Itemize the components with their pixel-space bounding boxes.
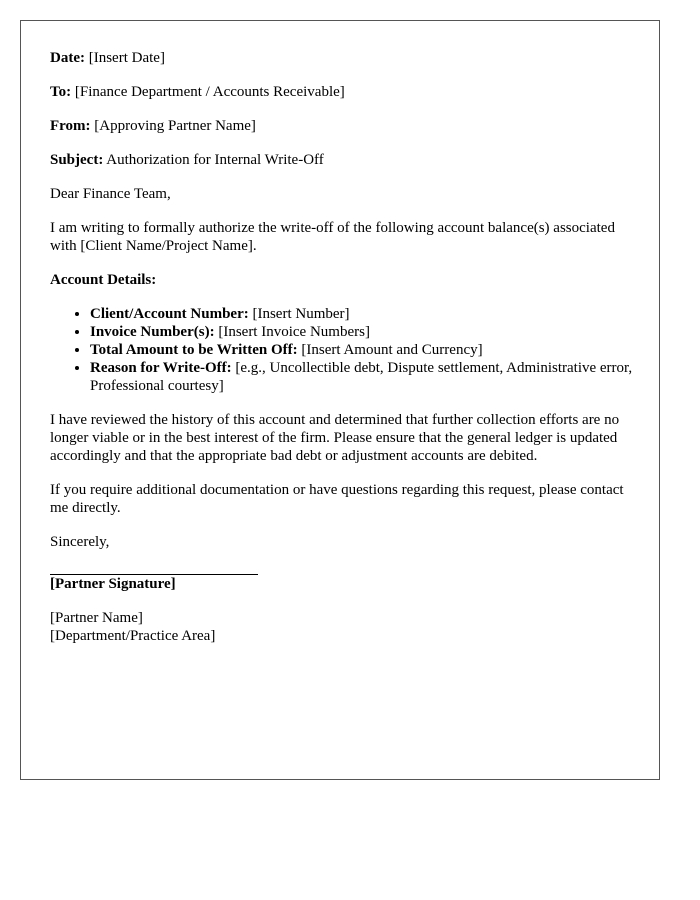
list-item [90,359,640,395]
list-item [90,341,640,359]
signer-block [50,609,640,645]
date-line [50,49,640,67]
account-details-list [50,305,640,395]
letter-body [50,49,640,645]
from-label: From: [50,118,91,134]
date-value: [Insert Date] [84,50,165,66]
detail-value: [e.g., Uncollectible debt, Dispute settlement, Administrative error, Professional courtesy] [90,360,633,394]
subject-label: Subject: [50,152,104,168]
signer-name: [Partner Name] [50,610,143,626]
list-item [90,323,640,341]
closing: Sincerely, [50,534,110,550]
letter-page [20,20,660,780]
detail-label: Total Amount to be Written Off: [90,342,298,358]
subject-value: Authorization for Internal Write-Off [103,152,324,168]
detail-label: Client/Account Number: [90,306,249,322]
detail-label: Invoice Number(s): [90,324,215,340]
date-label: Date: [50,50,85,66]
salutation: Dear Finance Team, [50,186,171,202]
to-value: [Finance Department / Accounts Receivable] [71,84,345,100]
to-line [50,83,640,101]
to-label: To: [50,84,72,100]
from-value: [Approving Partner Name] [90,118,256,134]
signer-department: [Department/Practice Area] [50,628,216,644]
signature-label: [Partner Signature] [50,576,176,592]
detail-label: Reason for Write-Off: [90,360,232,376]
detail-value: [Insert Invoice Numbers] [214,324,370,340]
list-item [90,305,640,323]
from-line [50,117,640,135]
detail-value: [Insert Amount and Currency] [297,342,483,358]
body-paragraph: I have reviewed the history of this account and determined that further collection efforts are no longer viable or in the best interest of the firm. Please ensure that the general ledger is updated accordingly and that the appropriate bad debt or adjustment accounts are debited. [50,412,620,464]
intro-paragraph: I am writing to formally authorize the write-off of the following account balance(s) associated with [Client Name/Project Name]. [50,220,615,254]
detail-value: [Insert Number] [248,306,350,322]
subject-line [50,151,640,169]
followup-paragraph: If you require additional documentation or have questions regarding this request, please contact me directly. [50,482,624,516]
details-heading: Account Details: [50,272,157,288]
